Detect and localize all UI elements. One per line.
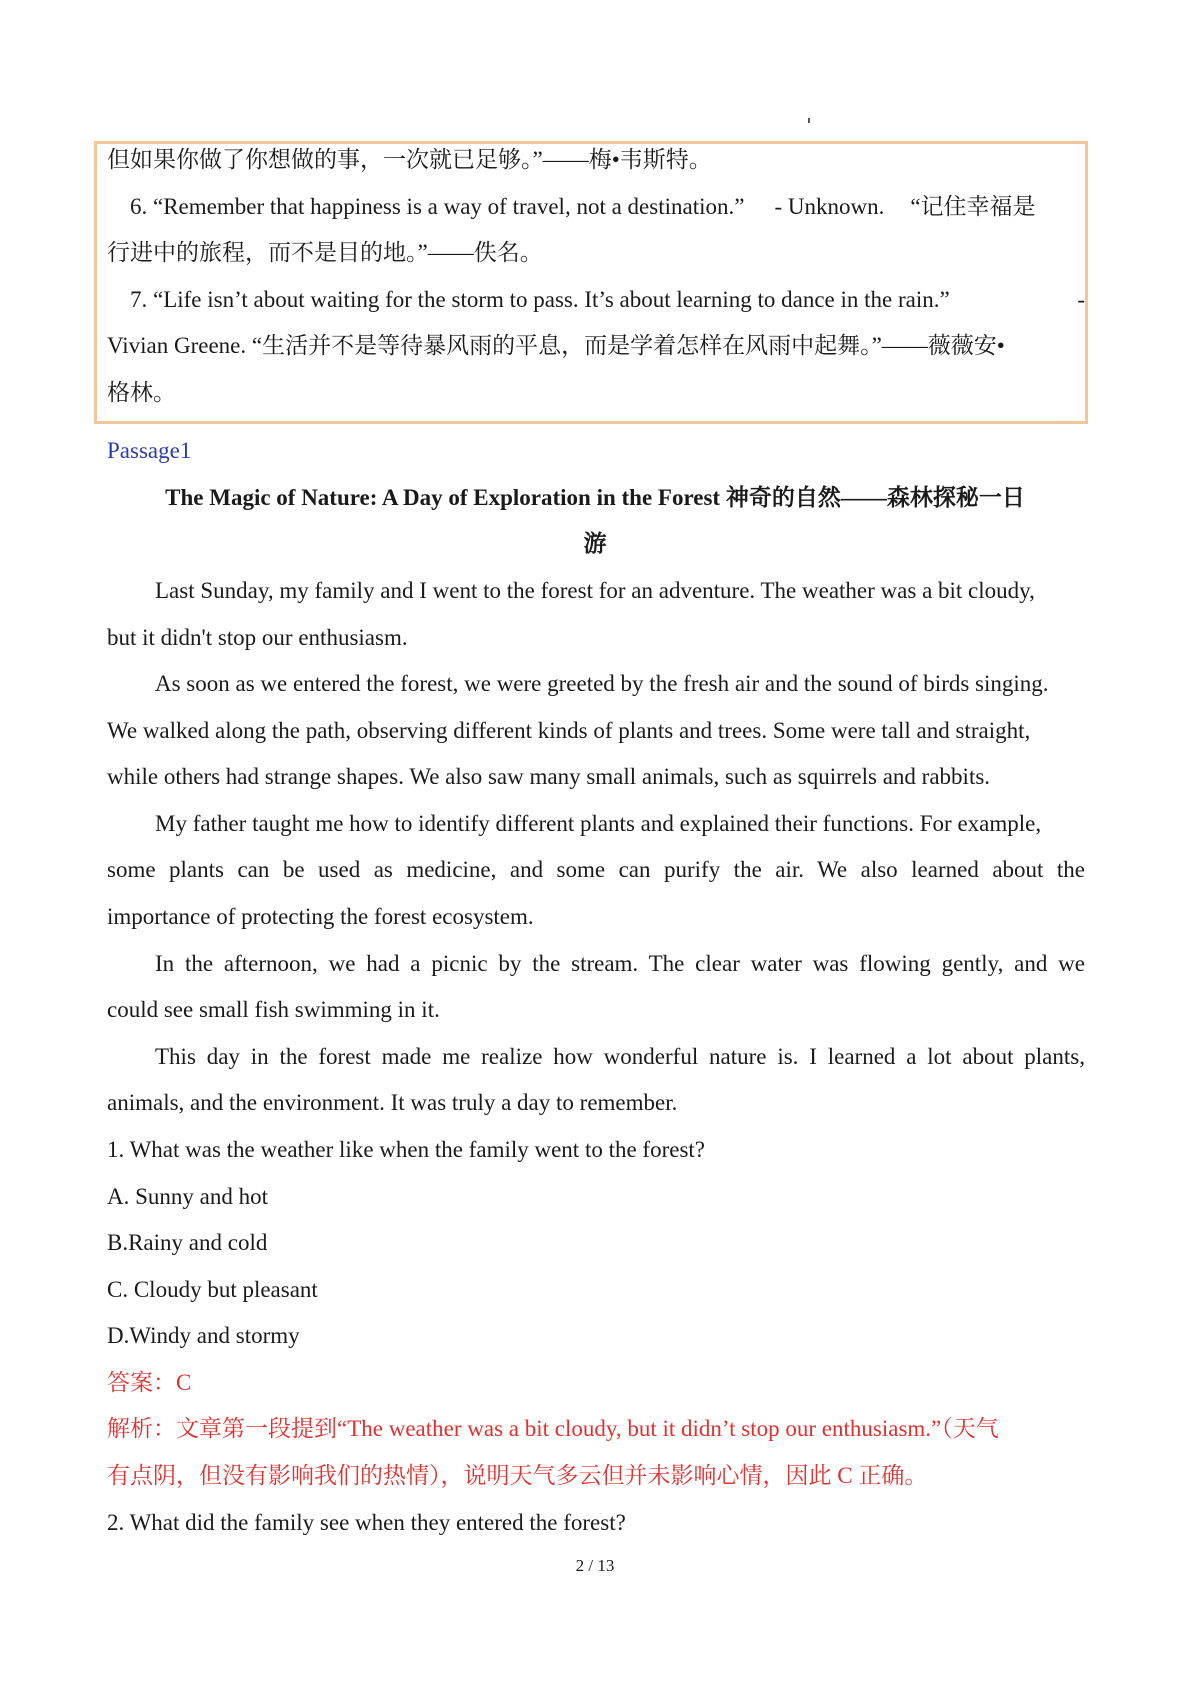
paragraph-4-line-2: could see small fish swimming in it. xyxy=(107,997,440,1022)
paragraph-1-line-2: but it didn't stop our enthusiasm. xyxy=(107,625,408,650)
paragraph-2-line-1: As soon as we entered the forest, we were greeted by the fresh air and the sound of birds singing. xyxy=(155,671,1049,696)
question-1-option-b: B.Rainy and cold xyxy=(107,1230,268,1255)
paragraph-3-line-1: My father taught me how to identify different plants and explained their functions. For example, xyxy=(155,811,1042,836)
quote-6-author: - Unknown. xyxy=(774,194,885,219)
question-1-analysis-line-2: 有点阴，但没有影响我们的热情），说明天气多云但并未影响心情，因此 C 正确。 xyxy=(107,1463,928,1488)
quote-7-line-3: 格林。 xyxy=(107,380,176,405)
question-1-option-d: D.Windy and stormy xyxy=(107,1323,300,1348)
question-1-option-c: C. Cloudy but pleasant xyxy=(107,1277,318,1302)
paragraph-1-line-1: Last Sunday, my family and I went to the forest for an adventure. The weather was a bit cloudy, xyxy=(155,578,1035,603)
paragraph-5-line-1: This day in the forest made me realize how wonderful nature is. I learned a lot about plants, xyxy=(155,1044,1085,1069)
quote-6-english: 6. “Remember that happiness is a way of travel, not a destination.” xyxy=(130,194,745,219)
passage-title: The Magic of Nature: A Day of Exploration in the Forest 神奇的自然——森林探秘一日 xyxy=(165,485,1025,510)
paragraph-2-line-2: We walked along the path, observing different kinds of plants and trees. Some were tall and straight, xyxy=(107,718,1031,743)
passage-label: Passage1 xyxy=(107,438,192,463)
quote-box xyxy=(94,141,1088,424)
quote-line-1: 但如果你做了你想做的事，一次就已足够。”——梅•韦斯特。 xyxy=(107,147,712,172)
question-1-stem: 1. What was the weather like when the family went to the forest? xyxy=(107,1137,706,1162)
question-2-stem: 2. What did the family see when they entered the forest? xyxy=(107,1510,626,1535)
quote-6-line-1 xyxy=(130,192,1085,222)
quote-6-line-2: 行进中的旅程，而不是目的地。”——佚名。 xyxy=(107,240,543,265)
paragraph-4-line-1: In the afternoon, we had a picnic by the stream. The clear water was flowing gently, and we xyxy=(155,951,1085,976)
quote-7-line-2: Vivian Greene. “生活并不是等待暴风雨的平息，而是学着怎样在风雨中起舞。”——薇薇安• xyxy=(107,333,1005,358)
page-mark xyxy=(808,118,810,123)
passage-title-continued: 游 xyxy=(583,531,607,556)
paragraph-5-line-2: animals, and the environment. It was truly a day to remember. xyxy=(107,1090,678,1115)
paragraph-3-line-2: some plants can be used as medicine, and some can purify the air. We also learned about the xyxy=(107,857,1085,882)
paragraph-2-line-3: while others had strange shapes. We also saw many small animals, such as squirrels and rabbits. xyxy=(107,764,991,789)
question-1-analysis-line-1: 解析：文章第一段提到“The weather was a bit cloudy, but it didn’t stop our enthusiasm.”（天气 xyxy=(107,1416,999,1441)
quote-7-dash: - xyxy=(1077,287,1085,312)
quote-7-line-1 xyxy=(130,285,1085,315)
question-1-option-a: A. Sunny and hot xyxy=(107,1184,268,1209)
quote-7-english: 7. “Life isn’t about waiting for the storm to pass. It’s about learning to dance in the rain.” xyxy=(130,287,950,312)
question-1-answer: 答案：C xyxy=(107,1370,192,1395)
quote-6-chinese-start: “记住幸福是 xyxy=(910,194,1036,219)
page-number: 2 / 13 xyxy=(575,1556,615,1575)
paragraph-3-line-3: importance of protecting the forest ecosystem. xyxy=(107,904,534,929)
